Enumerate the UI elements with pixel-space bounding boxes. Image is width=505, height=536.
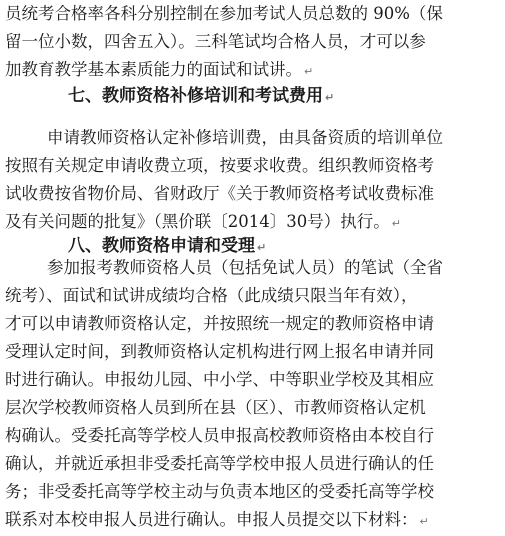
text-line: 加教育教学基本素质能力的面试和试讲。 ↵ xyxy=(5,60,314,79)
paragraph-mark-icon: ↵ xyxy=(419,515,429,528)
text-line: 试收费按省物价局、省财政厅《关于教师资格考试收费标准 xyxy=(5,184,434,203)
section-heading-8: 八、教师资格申请和受理 ↵ xyxy=(68,236,267,256)
paragraph-mark-icon: ↵ xyxy=(391,217,401,230)
text-line: 务；非受委托高等学校主动与负责本地区的受委托高等学校 xyxy=(5,482,434,501)
text-line: 时进行确认。申报幼儿园、中小学、中等职业学校及其相应 xyxy=(5,370,434,389)
paragraph-application-acceptance xyxy=(0,254,505,534)
text-line: 确认，并就近承担非受委托高等学校申报人员进行确认的任 xyxy=(5,454,434,473)
paragraph-mark-icon: ↵ xyxy=(257,241,267,254)
text-line: 才可以申请教师资格认定，并按照统一规定的教师资格申请 xyxy=(5,314,434,333)
section-heading-7: 七、教师资格补修培训和考试费用 ↵ xyxy=(68,86,335,106)
text-line: 联系对本校申报人员进行确认。申报人员提交以下材料： ↵ xyxy=(5,510,429,529)
text-line: 员统考合格率各科分别控制在参加考试人员总数的 90%（保 xyxy=(5,4,443,23)
text-line: 统考）、面试和试讲成绩均合格（此成绩只限当年有效）， xyxy=(5,286,418,305)
paragraph-mark-icon: ↵ xyxy=(304,65,314,78)
paragraph-mark-icon: ↵ xyxy=(325,91,335,104)
text-line: 及有关问题的批复》（黑价联〔2014〕30号）执行。 ↵ xyxy=(5,212,401,231)
text-line: 层次学校教师资格人员到所在县（区）、市教师资格认定机 xyxy=(5,398,426,417)
paragraph-training-fees xyxy=(0,124,505,236)
text-line: 按照有关规定申请收费立项，按要求收费。组织教师资格考 xyxy=(5,156,434,175)
text-line: 留一位小数，四舍五入）。三科笔试均合格人员，才可以参 xyxy=(5,32,426,51)
text-line: 受理认定时间，到教师资格认定机构进行网上报名申请并同 xyxy=(5,342,434,361)
text-line: 申请教师资格认定补修培训费，由具备资质的培训单位 xyxy=(47,128,443,147)
paragraph-exam-pass-rate xyxy=(0,0,505,84)
text-line: 参加报考教师资格人员（包括免试人员）的笔试（全省 xyxy=(47,258,443,277)
text-line: 构确认。受委托高等学校人员申报高校教师资格由本校自行 xyxy=(5,426,434,445)
